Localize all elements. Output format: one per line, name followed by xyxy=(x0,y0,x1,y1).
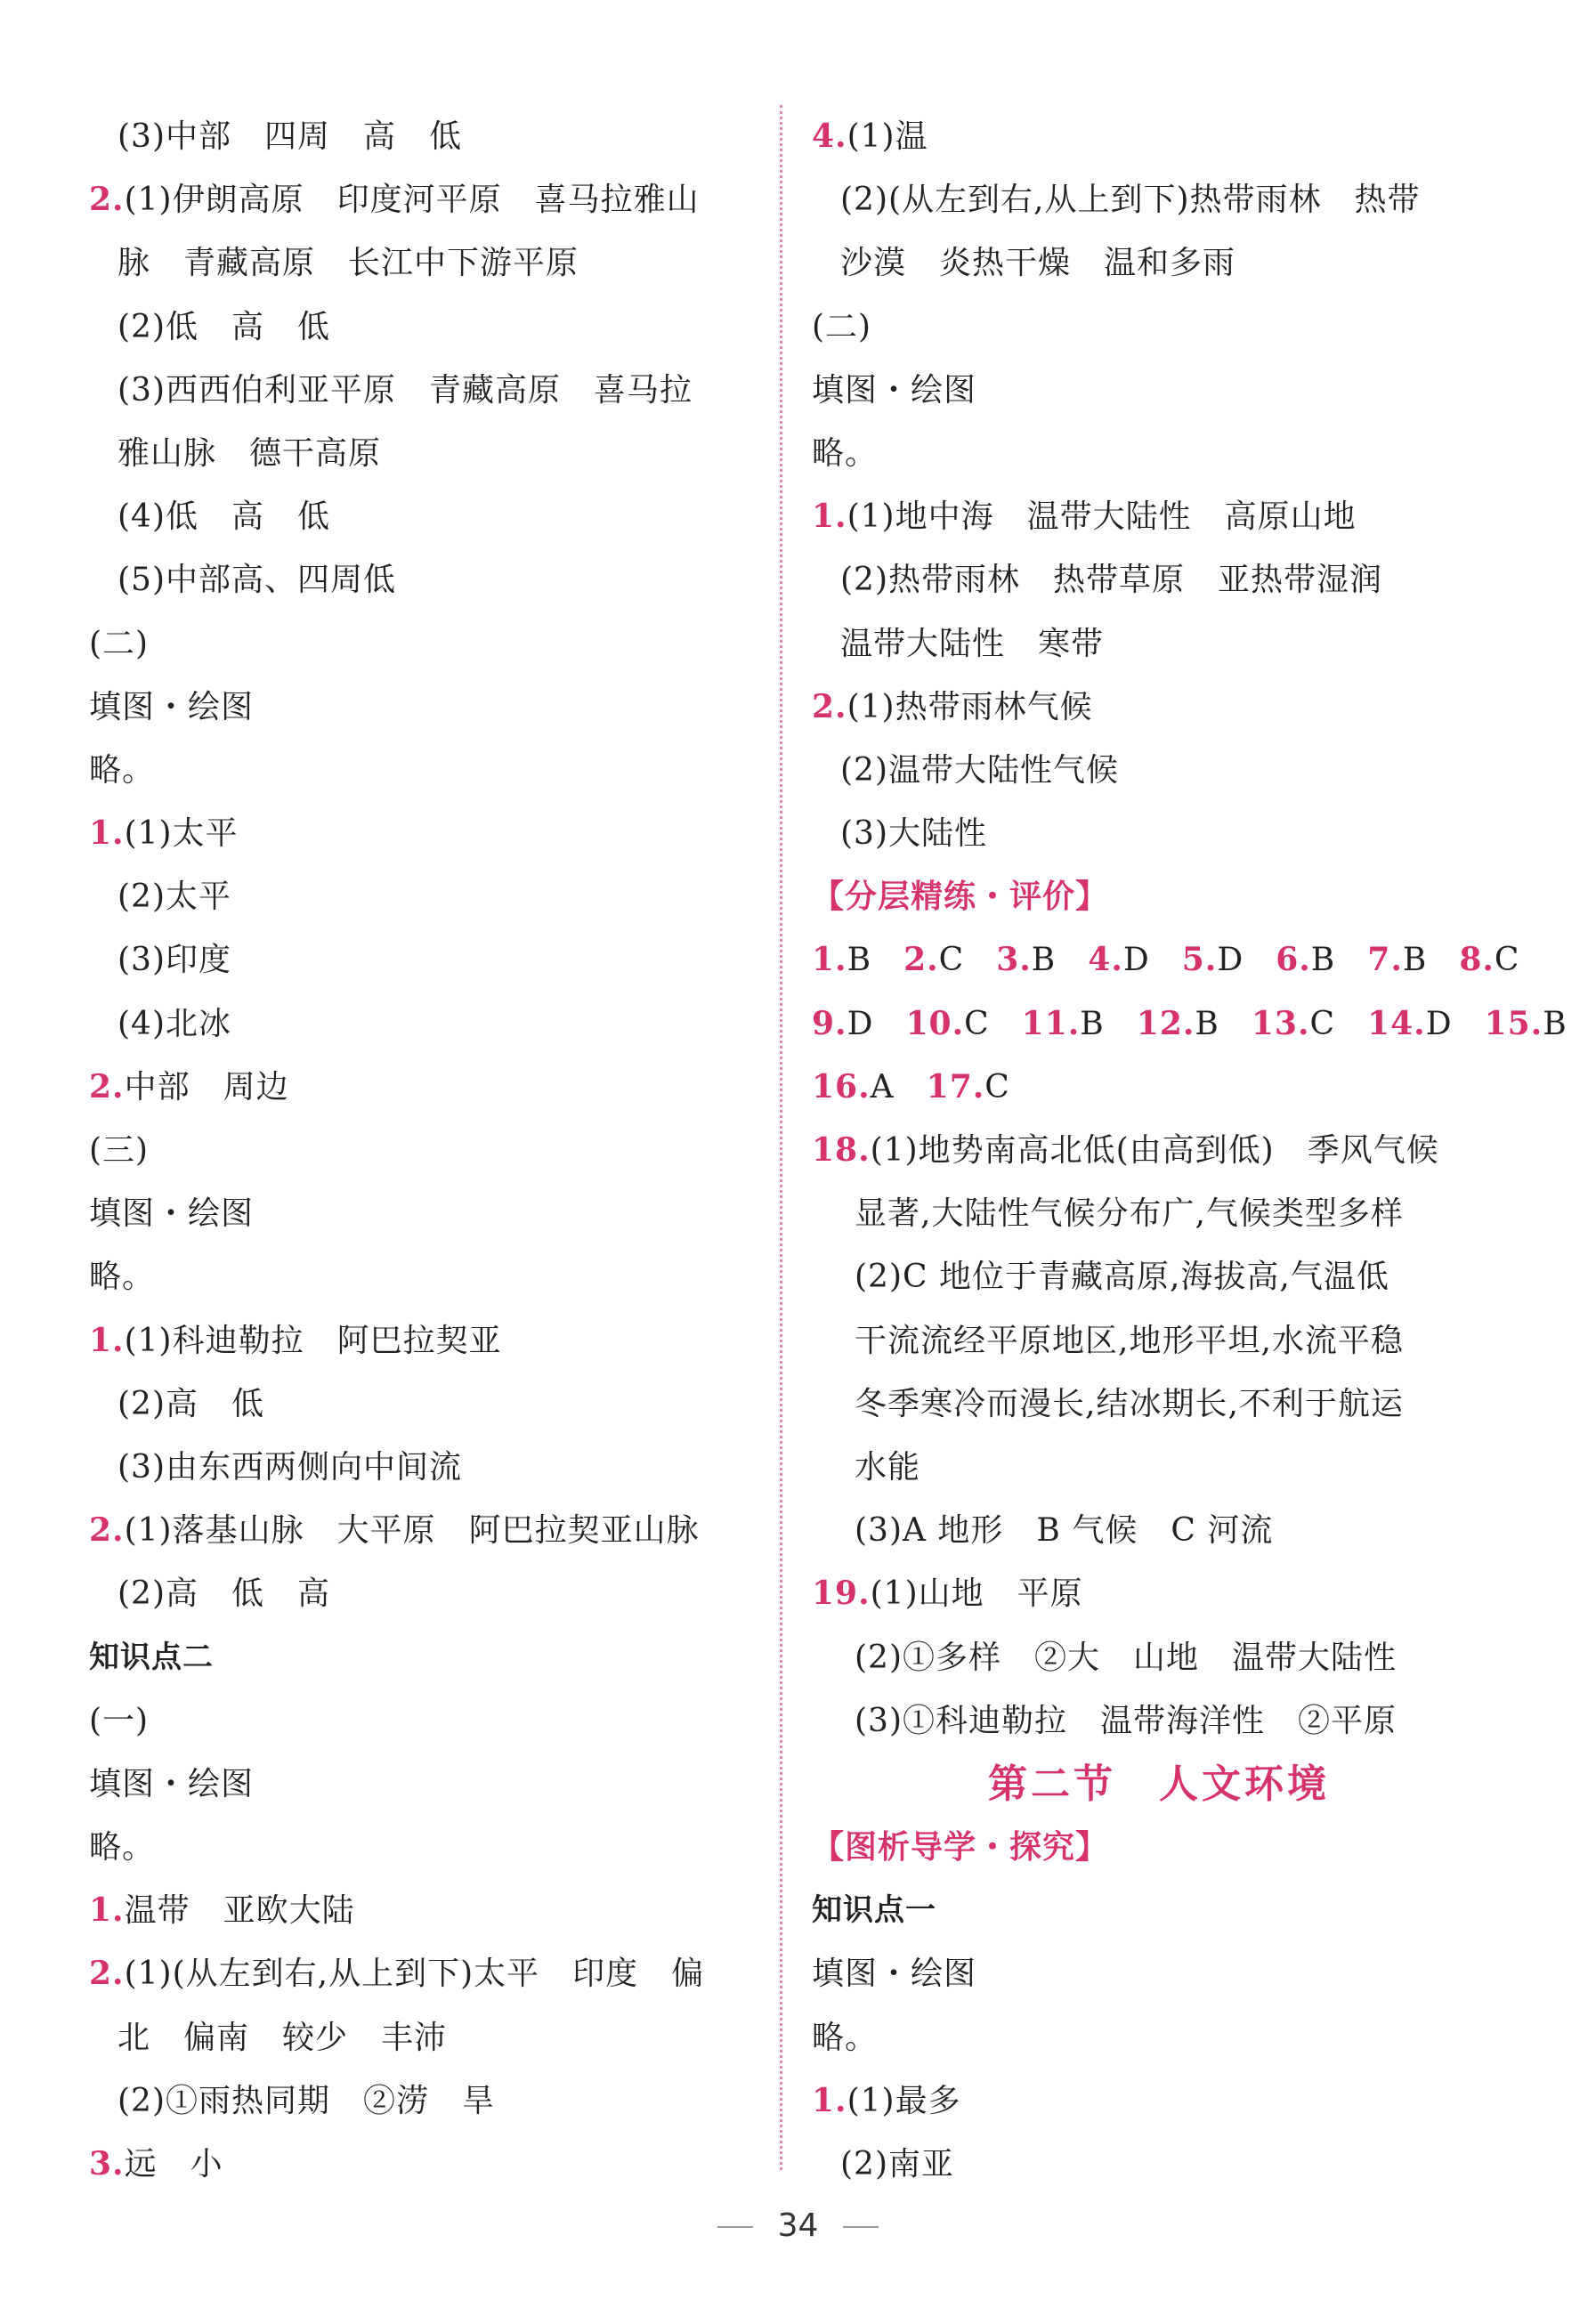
answer-item xyxy=(1137,1006,1219,1042)
text-line xyxy=(812,231,1506,295)
line-text: 知识点一 xyxy=(812,1892,936,1929)
question-number: 8. xyxy=(1459,941,1495,979)
line-text: (3)印度 xyxy=(117,942,231,979)
line-text: (二) xyxy=(812,308,872,345)
line-text: (2)南亚 xyxy=(840,2146,954,2182)
answer-row-3 xyxy=(812,1056,1506,1119)
line-text: (3)西西伯利亚平原 青藏高原 喜马拉 xyxy=(117,371,693,409)
question-number: 15. xyxy=(1484,1004,1543,1042)
text-line xyxy=(812,739,1506,802)
line-text: (2)(从左到右,从上到下)热带雨林 热带 xyxy=(840,182,1421,219)
answer-letter: D xyxy=(1122,942,1150,979)
text-line xyxy=(89,676,766,739)
text-line xyxy=(812,296,1506,359)
question-number: 1. xyxy=(812,941,847,979)
question-number: 13. xyxy=(1251,1004,1310,1042)
answer-item xyxy=(1276,942,1335,978)
line-text: (3)中部 四周 高 低 xyxy=(117,118,462,155)
text-line xyxy=(812,422,1506,485)
question-number: 2. xyxy=(89,1955,125,1993)
question-number: 3. xyxy=(89,2145,125,2182)
answer-item xyxy=(812,1069,895,1105)
line-text: 沙漠 炎热干燥 温和多雨 xyxy=(840,245,1236,282)
line-text: (1)山地 平原 xyxy=(870,1575,1083,1613)
text-line xyxy=(812,802,1506,865)
line-text: 略。 xyxy=(89,1829,156,1867)
line-text: 水能 xyxy=(855,1448,921,1486)
text-line xyxy=(89,1689,766,1753)
line-text: 略。 xyxy=(89,751,156,789)
question-number: 1. xyxy=(89,1891,125,1930)
line-text: 略。 xyxy=(812,2019,879,2056)
question-number: 2. xyxy=(903,941,939,979)
question-number: 17. xyxy=(926,1067,985,1105)
text-line xyxy=(812,359,1506,422)
line-text: (2)温带大陆性气候 xyxy=(840,751,1119,789)
text-line xyxy=(812,1499,1506,1562)
footer-dash-left xyxy=(717,2226,753,2228)
line-text: (1)最多 xyxy=(847,2082,961,2119)
section-title: 第二节 人文环境 xyxy=(988,1761,1330,1807)
text-line xyxy=(89,1182,766,1245)
text-line xyxy=(89,612,766,676)
line-text: (5)中部高、四周低 xyxy=(117,562,396,599)
line-text: (2)高 低 高 xyxy=(117,1575,330,1613)
section-header-practice: 【分层精练・评价】 xyxy=(812,878,1109,916)
text-line xyxy=(812,1182,1506,1245)
text-line xyxy=(89,105,766,168)
answer-letter: B xyxy=(1031,942,1057,979)
line-text: 显著,大陆性气候分布广,气候类型多样 xyxy=(855,1195,1404,1233)
text-line xyxy=(89,548,766,611)
right-block-2 xyxy=(812,1119,1506,1753)
line-text: 温带大陆性 寒带 xyxy=(840,625,1105,662)
text-line xyxy=(812,105,1506,168)
line-text: (2)①多样 ②大 山地 温带大陆性 xyxy=(855,1639,1397,1676)
answer-item xyxy=(927,1069,1010,1105)
answer-item xyxy=(812,942,871,978)
line-text: 干流流经平原地区,地形平坦,水流平稳 xyxy=(855,1322,1404,1359)
question-number: 19. xyxy=(812,1575,871,1613)
line-text: 填图・绘图 xyxy=(812,1956,977,1993)
question-number: 1. xyxy=(812,2081,847,2119)
text-line xyxy=(89,485,766,548)
text-line xyxy=(89,1562,766,1625)
answer-letter: C xyxy=(938,942,965,979)
line-text: (3)由东西两侧向中间流 xyxy=(117,1448,462,1486)
answer-item xyxy=(1088,942,1149,978)
answer-letter: B xyxy=(847,942,872,979)
answer-item xyxy=(1252,1006,1335,1042)
text-line xyxy=(89,1119,766,1182)
line-text: (1)地中海 温带大陆性 高原山地 xyxy=(847,498,1357,536)
answer-item xyxy=(1367,942,1427,978)
column-divider xyxy=(780,105,782,2170)
question-number: 2. xyxy=(89,1511,125,1550)
answer-letter: D xyxy=(1425,1005,1453,1042)
line-text: 略。 xyxy=(89,1259,156,1296)
line-text: 填图・绘图 xyxy=(812,371,977,409)
answer-letter: C xyxy=(1309,1005,1336,1042)
answer-item xyxy=(905,1006,989,1042)
text-line xyxy=(89,865,766,928)
line-text: (3)大陆性 xyxy=(840,815,987,853)
text-line xyxy=(89,992,766,1056)
text-line xyxy=(812,612,1506,676)
text-line xyxy=(89,2133,766,2196)
line-text: (一) xyxy=(89,1702,150,1739)
text-line xyxy=(89,1753,766,1816)
line-text: 温带 亚欧大陆 xyxy=(124,1892,355,1930)
text-line xyxy=(812,1942,1506,2005)
question-number: 14. xyxy=(1367,1004,1426,1042)
footer-dash-right xyxy=(843,2226,879,2228)
text-line xyxy=(89,739,766,802)
text-line xyxy=(812,2006,1506,2069)
question-number: 10. xyxy=(905,1004,965,1042)
line-text: (3)A 地形 B 气候 C 河流 xyxy=(855,1512,1274,1550)
line-text: (1)太平 xyxy=(124,815,239,853)
text-line xyxy=(89,1942,766,2005)
line-text: (1)(从左到右,从上到下)太平 印度 偏 xyxy=(124,1956,705,1993)
answer-letter: B xyxy=(1402,942,1428,979)
text-line xyxy=(812,1309,1506,1373)
answer-item xyxy=(1485,1006,1568,1042)
line-text: (1)伊朗高原 印度河平原 喜马拉雅山 xyxy=(124,182,700,219)
text-line xyxy=(89,1436,766,1499)
line-text: 填图・绘图 xyxy=(89,1195,255,1233)
line-text: 冬季寒冷而漫长,结冰期长,不利于航运 xyxy=(855,1385,1404,1422)
text-line xyxy=(812,1373,1506,1436)
text-line xyxy=(89,359,766,422)
question-number: 1. xyxy=(89,1321,125,1359)
right-block-1 xyxy=(812,105,1506,865)
question-number: 4. xyxy=(812,117,847,155)
question-number: 2. xyxy=(812,687,847,725)
line-text: 北 偏南 较少 丰沛 xyxy=(117,2019,448,2056)
answer-item xyxy=(1459,942,1519,978)
text-line xyxy=(812,1689,1506,1753)
line-text: (2)太平 xyxy=(117,879,231,916)
text-line xyxy=(812,2133,1506,2196)
page-number: 34 xyxy=(777,2207,819,2244)
text-line xyxy=(89,422,766,485)
text-line xyxy=(812,1562,1506,1625)
line-text: (3)①科迪勒拉 温带海洋性 ②平原 xyxy=(855,1702,1397,1739)
line-text: 中部 周边 xyxy=(124,1068,289,1105)
answer-letter: C xyxy=(964,1005,990,1042)
page-number-footer xyxy=(0,2207,1596,2244)
text-line xyxy=(812,2069,1506,2133)
line-text: (1)落基山脉 大平原 阿巴拉契亚山脉 xyxy=(124,1512,700,1550)
line-text: 略。 xyxy=(812,434,879,472)
line-text: (2)低 高 低 xyxy=(117,308,330,345)
question-number: 7. xyxy=(1367,941,1403,979)
line-text: 填图・绘图 xyxy=(89,1765,255,1802)
answer-letter: D xyxy=(1217,942,1244,979)
answer-item xyxy=(812,1006,873,1042)
line-text: (二) xyxy=(89,625,150,662)
answer-item xyxy=(1022,1006,1105,1042)
left-column xyxy=(89,105,766,2196)
question-number: 11. xyxy=(1021,1004,1081,1042)
answer-row-1 xyxy=(812,928,1520,992)
question-number: 18. xyxy=(812,1131,871,1169)
line-text: 填图・绘图 xyxy=(89,688,255,725)
answer-letter: C xyxy=(984,1068,1010,1105)
answer-letter: B xyxy=(1310,942,1336,979)
question-number: 9. xyxy=(812,1004,847,1042)
answer-item xyxy=(1182,942,1244,978)
text-line xyxy=(812,1626,1506,1689)
question-number: 5. xyxy=(1181,941,1218,979)
question-number: 3. xyxy=(996,941,1032,979)
text-line xyxy=(89,2006,766,2069)
line-text: (2)热带雨林 热带草原 亚热带湿润 xyxy=(840,562,1382,599)
text-line xyxy=(89,1373,766,1436)
line-text: (1)温 xyxy=(847,118,928,155)
line-text: (三) xyxy=(89,1132,150,1169)
text-line xyxy=(812,1879,1506,1942)
text-line xyxy=(89,296,766,359)
question-number: 4. xyxy=(1088,941,1123,979)
answer-letter: B xyxy=(1543,1005,1568,1042)
text-line xyxy=(89,1879,766,1942)
line-text: (2)高 低 xyxy=(117,1385,264,1422)
text-line xyxy=(89,168,766,231)
answer-letter: A xyxy=(870,1068,895,1105)
question-number: 6. xyxy=(1276,941,1311,979)
text-line xyxy=(812,1245,1506,1308)
text-line xyxy=(812,1436,1506,1499)
answer-letter: C xyxy=(1494,942,1520,979)
text-line xyxy=(812,1119,1506,1182)
line-text: (1)地势南高北低(由高到低) 季风气候 xyxy=(870,1132,1439,1169)
text-line xyxy=(812,676,1506,739)
line-text: (2)C 地位于青藏高原,海拔高,气温低 xyxy=(855,1259,1389,1296)
question-number: 2. xyxy=(89,181,125,219)
line-text: 知识点二 xyxy=(89,1639,214,1675)
text-line xyxy=(812,168,1506,231)
answer-letter: D xyxy=(847,1005,874,1042)
answer-item xyxy=(903,942,964,978)
line-text: 雅山脉 德干高原 xyxy=(117,434,382,472)
right-block-3 xyxy=(812,1879,1506,2196)
text-line xyxy=(812,485,1506,548)
line-text: (1)科迪勒拉 阿巴拉契亚 xyxy=(124,1322,502,1359)
text-line xyxy=(89,1245,766,1308)
text-line xyxy=(89,1056,766,1119)
line-text: (4)北冰 xyxy=(117,1005,231,1042)
answer-letter: B xyxy=(1080,1005,1105,1042)
section-header-guide: 【图析导学・探究】 xyxy=(812,1828,1109,1867)
line-text: 远 小 xyxy=(124,2146,223,2182)
question-number: 12. xyxy=(1136,1004,1195,1042)
text-line xyxy=(89,1499,766,1562)
line-text: (4)低 高 低 xyxy=(117,498,330,536)
question-number: 1. xyxy=(812,498,847,536)
text-line xyxy=(89,231,766,295)
line-text: 脉 青藏高原 长江中下游平原 xyxy=(117,245,579,282)
question-number: 2. xyxy=(89,1067,125,1105)
answer-item xyxy=(1367,1006,1453,1042)
line-text: (2)①雨热同期 ②涝 旱 xyxy=(117,2082,495,2119)
text-line xyxy=(89,802,766,865)
question-number: 16. xyxy=(812,1067,871,1105)
text-line xyxy=(89,928,766,992)
text-line xyxy=(812,548,1506,611)
text-line xyxy=(89,1309,766,1373)
text-line xyxy=(89,2069,766,2133)
answer-letter: B xyxy=(1195,1005,1219,1042)
answer-row-2 xyxy=(812,992,1568,1056)
right-column xyxy=(812,105,1568,2196)
question-number: 1. xyxy=(89,814,125,853)
text-line xyxy=(89,1816,766,1879)
text-line xyxy=(89,1626,766,1689)
line-text: (1)热带雨林气候 xyxy=(847,688,1093,725)
answer-item xyxy=(996,942,1056,978)
